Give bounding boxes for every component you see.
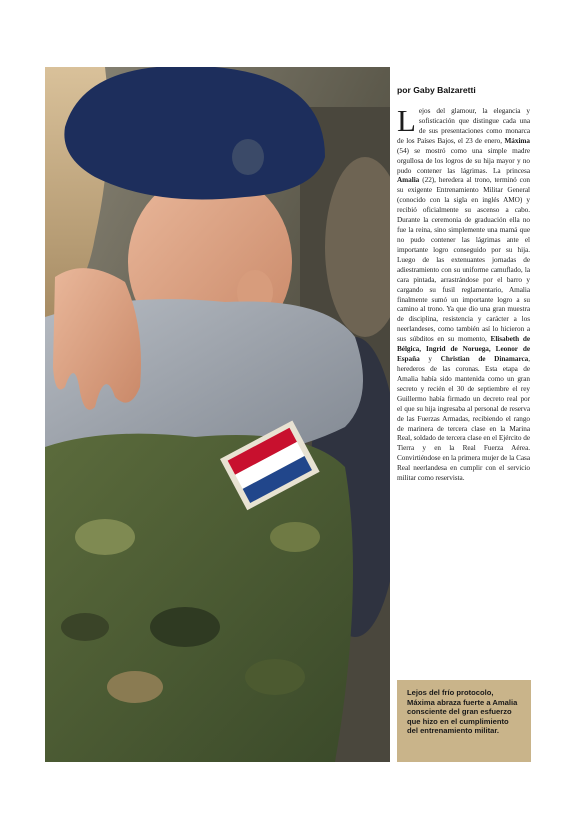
article-photo bbox=[45, 67, 390, 762]
article-text: y bbox=[419, 355, 441, 364]
article-text: ejos del glamour, la elegancia y sofisticación que distingue cada una de sus presentaciones como monarca de los Países Bajos, el 23 de enero, bbox=[397, 107, 530, 145]
drop-cap: L bbox=[397, 103, 416, 138]
article-body bbox=[397, 103, 530, 484]
article-bold-name: Elisabeth de Bélgica, Ingrid de Noruega, Leonor de España bbox=[397, 335, 530, 364]
article-bold-name: Christian de Dinamarca bbox=[440, 355, 529, 364]
beret bbox=[64, 67, 325, 200]
article-text: , herederos de las coronas. Esta etapa de Amalia había sido mantenida como un gran secreto y recién el 30 de septiembre el rey Guillermo había firmado un decreto real por el que su hija ingresaba al personal de reserva de las Fuerzas Armadas, recibiendo el rango de marinera de tercera clase en la Marina Real, soldado de tercera clase en el Ejército de Tierra y en la Real Fuerza Aérea. Convirtiéndose en la primera mujer de la Casa Real neerlandesa en cumplir con el servicio militar como reservista. bbox=[397, 355, 530, 483]
article-column bbox=[397, 85, 530, 484]
photo-caption-box bbox=[397, 680, 531, 762]
photo-caption: Lejos del frío protocolo, Máxima abraza fuerte a Amalia consciente del gran esfuerzo que hizo en el cumplimiento del entrenamiento militar. bbox=[407, 688, 518, 736]
article-text: (22), heredera al trono, terminó con su exigente Entrenamiento Militar General (conocido con la sigla en inglés AMO) y recibió oficialmente su ascenso a cabo. Durante la ceremonia de graduación ella no fue la reina, sino simplemente una mamá que no pudo contener las lágrimas ante el importante logro conseguido por su hija. Luego de las extenuantes jornadas de adiestramiento con su uniforme camuflado, la cara pintada, arrastrándose por el barro y cargando su fusil reglamentario, Amalia finalmente sumó un importante logro a su camino al trono. Ya que dio una gran muestra de disciplina, resistencia y carácter a los neerlandeses, como también así lo hicieron a sus súbditos en su momento, bbox=[397, 176, 530, 344]
article-bold-name: Amalia bbox=[397, 176, 420, 185]
article-bold-name: Máxima bbox=[504, 136, 530, 145]
camo-uniform bbox=[45, 434, 353, 762]
article-text: (54) se mostró como una simple madre orgullosa de los logros de su hija mayor y no pudo contener las lágrimas. La princesa bbox=[397, 146, 530, 175]
byline: por Gaby Balzaretti bbox=[397, 85, 476, 95]
photo-illustration bbox=[45, 67, 390, 762]
